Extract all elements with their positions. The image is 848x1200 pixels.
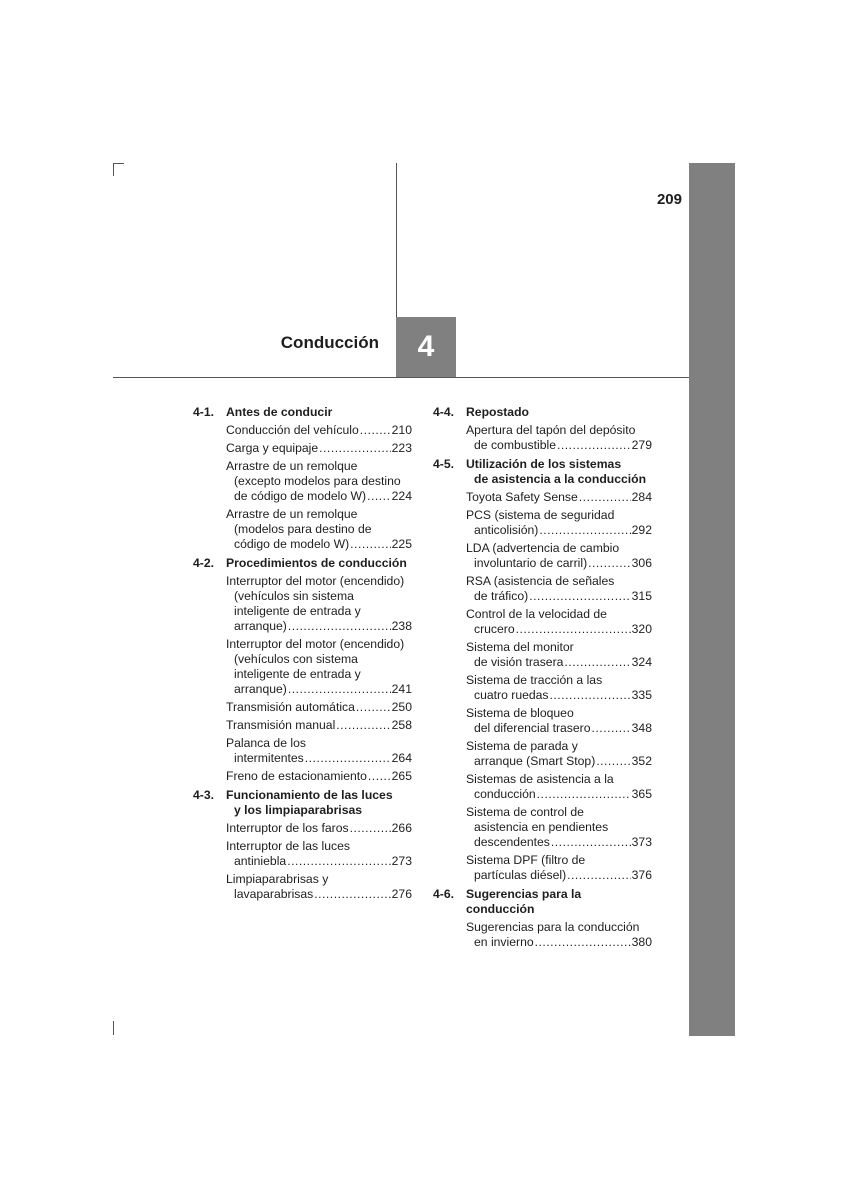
entry-text-line: Freno de estacionamiento bbox=[226, 769, 367, 783]
toc-entry[interactable] bbox=[226, 637, 412, 697]
entry-page-number[interactable]: 238 bbox=[391, 619, 412, 633]
crop-mark-top-left bbox=[113, 163, 114, 176]
toc-entry[interactable] bbox=[466, 805, 652, 850]
section-heading bbox=[433, 887, 652, 917]
entry-text-line: asistencia en pendientes bbox=[474, 820, 609, 834]
entry-text-line: Limpiaparabrisas y bbox=[226, 872, 329, 886]
entry-text-line: Apertura del tapón del depósito bbox=[466, 423, 636, 437]
toc-entry[interactable] bbox=[226, 769, 412, 784]
entry-last-line bbox=[466, 655, 652, 670]
entry-last-line bbox=[466, 622, 652, 637]
dot-leader bbox=[564, 655, 630, 670]
toc-entry[interactable] bbox=[226, 574, 412, 634]
dot-leader bbox=[596, 754, 630, 769]
chapter-number-box bbox=[396, 317, 456, 377]
entry-text-line: Sistema de bloqueo bbox=[466, 706, 574, 720]
toc-entry[interactable] bbox=[466, 607, 652, 637]
dot-leader bbox=[367, 489, 391, 504]
entry-page-number[interactable]: 276 bbox=[391, 887, 412, 901]
crop-mark-bottom-left bbox=[113, 1021, 114, 1035]
dot-leader bbox=[579, 490, 631, 505]
entry-text-line: partículas diésel) bbox=[474, 868, 567, 882]
entry-last-line bbox=[466, 868, 652, 883]
toc-entry[interactable] bbox=[226, 736, 412, 766]
toc-column-right bbox=[433, 405, 652, 954]
toc-entry[interactable] bbox=[466, 673, 652, 703]
dot-leader bbox=[350, 537, 390, 552]
entry-text-line: intermitentes bbox=[234, 751, 304, 765]
toc-entry[interactable] bbox=[466, 853, 652, 883]
dot-leader bbox=[356, 700, 391, 715]
entry-last-line bbox=[226, 821, 412, 836]
entry-text-line: arranque) bbox=[234, 619, 287, 633]
entry-text-line: (modelos para destino de bbox=[234, 522, 372, 536]
dot-leader bbox=[368, 769, 391, 784]
toc-column-left bbox=[193, 405, 412, 906]
section-number: 4-3. bbox=[193, 788, 215, 802]
section-heading bbox=[193, 405, 412, 420]
entry-text-line: crucero bbox=[474, 622, 515, 636]
toc-entry[interactable] bbox=[226, 872, 412, 902]
entry-text-line: Control de la velocidad de bbox=[466, 607, 607, 621]
dot-leader bbox=[592, 721, 631, 736]
entry-text-line: Arrastre de un remolque bbox=[226, 507, 358, 521]
entry-page-number[interactable]: 241 bbox=[391, 682, 412, 696]
toc-entry[interactable] bbox=[226, 441, 412, 456]
entry-last-line bbox=[466, 490, 652, 505]
entry-page-number[interactable]: 365 bbox=[631, 787, 652, 801]
entry-page-number[interactable]: 380 bbox=[631, 935, 652, 949]
dot-leader bbox=[314, 887, 390, 902]
toc-section bbox=[433, 405, 652, 453]
section-title bbox=[466, 887, 652, 917]
entry-text-line: (excepto modelos para destino bbox=[234, 474, 401, 488]
entry-page-number[interactable]: 210 bbox=[391, 423, 412, 437]
entry-last-line bbox=[466, 935, 652, 950]
entry-text-line: en invierno bbox=[474, 935, 534, 949]
toc-entry[interactable] bbox=[466, 541, 652, 571]
entry-page-number[interactable]: 292 bbox=[631, 523, 652, 537]
entry-text-line: de combustible bbox=[474, 438, 556, 452]
section-number: 4-4. bbox=[433, 405, 455, 419]
section-title-line: Repostado bbox=[466, 405, 529, 419]
toc-section bbox=[193, 788, 412, 902]
entry-page-number[interactable]: 284 bbox=[631, 490, 652, 504]
toc-entry[interactable] bbox=[226, 423, 412, 438]
entry-text-line: (vehículos sin sistema bbox=[234, 589, 354, 603]
entry-page-number[interactable]: 315 bbox=[631, 589, 652, 603]
toc-entry[interactable] bbox=[466, 423, 652, 453]
entry-last-line bbox=[226, 718, 412, 733]
chapter-number: 4 bbox=[417, 330, 435, 363]
entry-text-line: Palanca de los bbox=[226, 736, 306, 750]
entry-text-line: descendentes bbox=[474, 835, 550, 849]
header-horizontal-rule bbox=[113, 377, 689, 378]
toc-section bbox=[433, 887, 652, 950]
dot-leader bbox=[288, 682, 391, 697]
entry-text-line: código de modelo W) bbox=[234, 537, 350, 551]
entry-last-line bbox=[466, 523, 652, 538]
section-number: 4-1. bbox=[193, 405, 215, 419]
entry-text-line: involuntario de carril) bbox=[474, 556, 588, 570]
entry-page-number[interactable]: 376 bbox=[631, 868, 652, 882]
entry-page-number[interactable]: 320 bbox=[631, 622, 652, 636]
section-title-line: Sugerencias para la conducción bbox=[466, 887, 582, 916]
section-title bbox=[466, 457, 652, 487]
entry-last-line bbox=[226, 423, 412, 438]
entry-page-number[interactable]: 324 bbox=[631, 655, 652, 669]
toc-entry[interactable] bbox=[226, 507, 412, 552]
toc-entry[interactable] bbox=[466, 920, 652, 950]
entry-text-line: Sistema de control de bbox=[466, 805, 584, 819]
entry-page-number[interactable]: 373 bbox=[631, 835, 652, 849]
entry-page-number[interactable]: 265 bbox=[391, 769, 412, 783]
entry-last-line bbox=[226, 769, 412, 784]
entry-page-number[interactable]: 224 bbox=[391, 489, 412, 503]
header-vertical-rule bbox=[396, 163, 397, 317]
entry-text-line: Conducción del vehículo bbox=[226, 423, 359, 437]
toc-section bbox=[193, 405, 412, 552]
entry-text-line: LDA (advertencia de cambio bbox=[466, 541, 620, 555]
entry-page-number[interactable]: 335 bbox=[631, 688, 652, 702]
toc-entry[interactable] bbox=[466, 490, 652, 505]
entry-page-number[interactable]: 348 bbox=[631, 721, 652, 735]
dot-leader bbox=[557, 438, 631, 453]
toc-entry[interactable] bbox=[466, 706, 652, 736]
page-number: 209 bbox=[656, 191, 682, 208]
entry-text-line: Interruptor de los faros bbox=[226, 821, 349, 835]
dot-leader bbox=[537, 787, 631, 802]
entry-last-line bbox=[466, 688, 652, 703]
dot-leader bbox=[305, 751, 391, 766]
toc-entry[interactable] bbox=[466, 640, 652, 670]
entry-text-line: antiniebla bbox=[234, 854, 287, 868]
entry-text-line: Transmisión manual bbox=[226, 718, 336, 732]
section-heading bbox=[433, 405, 652, 420]
dot-leader bbox=[535, 935, 631, 950]
section-number: 4-5. bbox=[433, 457, 455, 471]
entry-text-line: PCS (sistema de seguridad bbox=[466, 508, 615, 522]
entry-last-line bbox=[226, 489, 412, 504]
entry-text-line: Transmisión automática bbox=[226, 700, 355, 714]
section-title bbox=[226, 405, 412, 420]
entry-last-line bbox=[226, 537, 412, 552]
entry-text-line: arranque (Smart Stop) bbox=[474, 754, 596, 768]
dot-leader bbox=[287, 854, 390, 869]
entry-text-line: Sistema de tracción a las bbox=[466, 673, 603, 687]
entry-text-line: RSA (asistencia de señales bbox=[466, 574, 615, 588]
dot-leader bbox=[336, 718, 390, 733]
entry-text-line: Toyota Safety Sense bbox=[466, 490, 578, 504]
toc-entry[interactable] bbox=[466, 508, 652, 538]
entry-text-line: inteligente de entrada y bbox=[234, 604, 361, 618]
dot-leader bbox=[529, 589, 630, 604]
entry-page-number[interactable]: 223 bbox=[391, 441, 412, 455]
entry-text-line: Carga y equipaje bbox=[226, 441, 319, 455]
toc-section bbox=[193, 556, 412, 784]
entry-last-line bbox=[466, 787, 652, 802]
entry-text-line: (vehículos con sistema bbox=[234, 652, 358, 666]
dot-leader bbox=[550, 688, 631, 703]
entry-page-number[interactable]: 306 bbox=[631, 556, 652, 570]
entry-page-number[interactable]: 273 bbox=[391, 854, 412, 868]
section-title-line: de asistencia a la conducción bbox=[474, 472, 647, 486]
section-title-line: Antes de conducir bbox=[226, 405, 333, 419]
section-heading bbox=[193, 788, 412, 818]
dot-leader bbox=[319, 441, 391, 456]
entry-text-line: de visión trasera bbox=[474, 655, 564, 669]
entry-last-line bbox=[466, 589, 652, 604]
entry-text-line: del diferencial trasero bbox=[474, 721, 591, 735]
entry-last-line bbox=[466, 754, 652, 769]
entry-page-number[interactable]: 258 bbox=[391, 718, 412, 732]
entry-text-line: de código de modelo W) bbox=[234, 489, 367, 503]
entry-text-line: Sistemas de asistencia a la bbox=[466, 772, 614, 786]
section-heading bbox=[193, 556, 412, 571]
section-title-line: y los limpiaparabrisas bbox=[234, 803, 363, 817]
entry-last-line bbox=[466, 721, 652, 736]
entry-text-line: Sistema del monitor bbox=[466, 640, 574, 654]
entry-last-line bbox=[466, 835, 652, 850]
entry-last-line bbox=[226, 441, 412, 456]
dot-leader bbox=[516, 622, 631, 637]
entry-text-line: Sistema de parada y bbox=[466, 739, 578, 753]
entry-last-line bbox=[226, 887, 412, 902]
section-heading bbox=[433, 457, 652, 487]
dot-leader bbox=[551, 835, 631, 850]
dot-leader bbox=[567, 868, 631, 883]
entry-last-line bbox=[466, 438, 652, 453]
entry-text-line: anticolisión) bbox=[474, 523, 539, 537]
entry-text-line: conducción bbox=[474, 787, 536, 801]
dot-leader bbox=[588, 556, 631, 571]
toc-entry[interactable] bbox=[466, 739, 652, 769]
toc-entry[interactable] bbox=[226, 839, 412, 869]
entry-last-line bbox=[226, 619, 412, 634]
section-title-line: Procedimientos de conducción bbox=[226, 556, 407, 570]
toc-entry[interactable] bbox=[226, 718, 412, 733]
toc-section bbox=[433, 457, 652, 883]
toc-entry[interactable] bbox=[226, 459, 412, 504]
entry-text-line: Sugerencias para la conducción bbox=[466, 920, 640, 934]
entry-text-line: Sistema DPF (filtro de bbox=[466, 853, 586, 867]
entry-last-line bbox=[226, 751, 412, 766]
entry-text-line: cuatro ruedas bbox=[474, 688, 549, 702]
entry-page-number[interactable]: 279 bbox=[631, 438, 652, 452]
toc-entry[interactable] bbox=[466, 574, 652, 604]
section-title-line: Utilización de los sistemas bbox=[466, 457, 622, 471]
section-number: 4-6. bbox=[433, 887, 455, 901]
toc-entry[interactable] bbox=[226, 700, 412, 715]
dot-leader bbox=[360, 423, 391, 438]
section-title bbox=[226, 556, 412, 571]
entry-page-number[interactable]: 352 bbox=[631, 754, 652, 768]
chapter-side-tab bbox=[689, 163, 735, 1036]
entry-text-line: Arrastre de un remolque bbox=[226, 459, 358, 473]
entry-text-line: de tráfico) bbox=[474, 589, 529, 603]
entry-text-line: lavaparabrisas bbox=[234, 887, 314, 901]
entry-last-line bbox=[226, 700, 412, 715]
dot-leader bbox=[288, 619, 391, 634]
entry-page-number[interactable]: 264 bbox=[391, 751, 412, 765]
section-title-line: Funcionamiento de las luces bbox=[226, 788, 393, 802]
entry-text-line: Interruptor del motor (encendido) bbox=[226, 637, 405, 651]
toc-entry[interactable] bbox=[466, 772, 652, 802]
section-number: 4-2. bbox=[193, 556, 215, 570]
entry-last-line bbox=[466, 556, 652, 571]
entry-page-number[interactable]: 266 bbox=[391, 821, 412, 835]
entry-text-line: Interruptor del motor (encendido) bbox=[226, 574, 405, 588]
entry-last-line bbox=[226, 682, 412, 697]
chapter-title: Conducción bbox=[280, 333, 379, 352]
entry-page-number[interactable]: 250 bbox=[391, 700, 412, 714]
entry-page-number[interactable]: 225 bbox=[391, 537, 412, 551]
entry-last-line bbox=[226, 854, 412, 869]
section-title bbox=[226, 788, 412, 818]
entry-text-line: inteligente de entrada y bbox=[234, 667, 361, 681]
entry-text-line: arranque) bbox=[234, 682, 287, 696]
dot-leader bbox=[539, 523, 630, 538]
dot-leader bbox=[350, 821, 391, 836]
entry-text-line: Interruptor de las luces bbox=[226, 839, 350, 853]
toc-entry[interactable] bbox=[226, 821, 412, 836]
section-title bbox=[466, 405, 652, 420]
crop-mark-top-left-horizontal bbox=[113, 163, 124, 164]
